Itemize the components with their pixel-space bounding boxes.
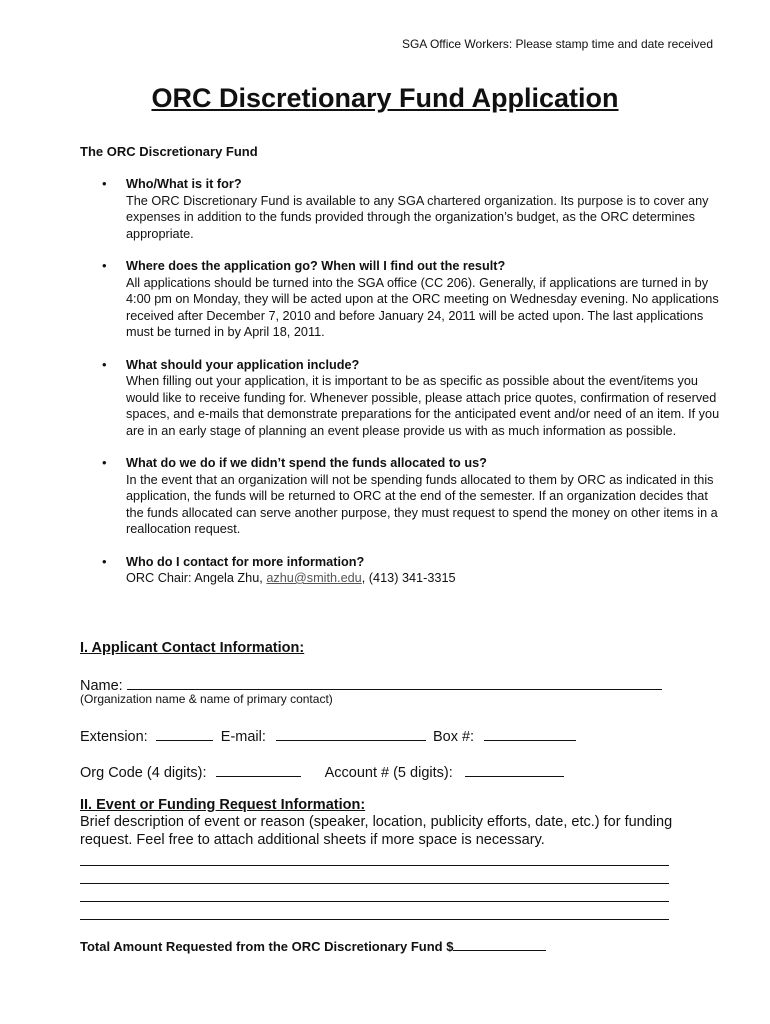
contact-line: [126, 570, 720, 587]
description-line-4[interactable]: [80, 919, 669, 920]
extension-email-box-row: [80, 726, 576, 745]
faq-question: • Who/What is it for?: [126, 177, 242, 191]
contact-prefix: ORC Chair: Angela Zhu,: [126, 571, 267, 585]
faq-item-contact: [100, 554, 720, 587]
faq-answer: All applications should be turned into the SGA office (CC 206). Generally, if applications are turned in by 4:00 pm on Monday, they will be acted upon at the ORC meeting on Wednesday evening. No applications received after December 7, 2010 and before January 24, 2011 will be acted upon. The last applications must be turned in by April 18, 2011.: [126, 275, 719, 339]
extension-field[interactable]: [156, 726, 213, 741]
faq-item-include: [100, 357, 720, 440]
event-description-prompt: Brief description of event or reason (speaker, location, publicity efforts, date, etc.) for funding request. Feel free to attach additional sheets if more space is necessary.: [80, 814, 673, 848]
faq-question: • Who do I contact for more information?: [126, 554, 365, 569]
stamp-note: SGA Office Workers: Please stamp time and date received: [401, 37, 713, 51]
section-event-title: II. Event or Funding Request Information:: [80, 797, 366, 813]
email-field[interactable]: [276, 726, 426, 741]
description-line-1[interactable]: [80, 865, 669, 866]
total-amount-label: Total Amount Requested from the ORC Discretionary Fund $: [80, 939, 454, 954]
faq-item-unspent: [100, 455, 720, 538]
contact-suffix: , (413) 341-3315: [361, 571, 456, 585]
email-label: E-mail:: [220, 729, 266, 745]
faq-item-who: [100, 176, 720, 242]
account-label: Account # (5 digits):: [324, 765, 453, 781]
name-label: Name:: [80, 678, 123, 694]
account-field[interactable]: [465, 762, 564, 777]
orgcode-account-row: [80, 762, 564, 781]
box-label: Box #:: [432, 729, 475, 745]
total-amount-field[interactable]: [453, 938, 546, 951]
section-contact-title: I. Applicant Contact Information:: [80, 640, 305, 656]
faq-question: • What do we do if we didn’t spend the funds allocated to us?: [126, 456, 487, 470]
faq-answer: When filling out your application, it is important to be as specific as possible about the event/items you would like to receive funding for. Whenever possible, please attach price quotes, confirmation of reserved spaces, and e-mails that demonstrate preparations for the anticipated event and/or need of an item. If you are in an early stage of planning an event please provide us with as much information as possible.: [126, 374, 720, 438]
total-amount-row: [80, 938, 546, 954]
faq-question: • What should your application include?: [126, 357, 360, 372]
orgcode-field[interactable]: [216, 762, 301, 777]
intro-heading: The ORC Discretionary Fund: [80, 144, 258, 159]
faq-list: [100, 176, 720, 603]
name-hint: (Organization name & name of primary contact): [80, 692, 333, 706]
faq-answer: In the event that an organization will not be spending funds allocated to them by ORC as indicated in this application, the funds will be returned to ORC at the end of the semester. If an organization decides that the funds allocated can serve another purpose, they must request to spend the money on other items in a reallocation request.: [126, 472, 718, 536]
faq-item-where: [100, 258, 720, 341]
page-title: ORC Discretionary Fund Application: [151, 83, 619, 113]
description-line-2[interactable]: [80, 883, 669, 884]
box-field[interactable]: [484, 726, 576, 741]
faq-question: • Where does the application go? When will I find out the result?: [126, 259, 506, 273]
contact-email-link[interactable]: azhu@smith.edu: [266, 571, 362, 585]
description-line-3[interactable]: [80, 901, 669, 902]
orgcode-label: Org Code (4 digits):: [80, 765, 207, 781]
name-field[interactable]: [127, 675, 662, 690]
faq-answer: The ORC Discretionary Fund is available to any SGA chartered organization. Its purpose is to cover any expenses in addition to the funds provided through the organization’s budget, as the ORC determines appropriate.: [126, 193, 709, 241]
extension-label: Extension:: [80, 729, 148, 745]
